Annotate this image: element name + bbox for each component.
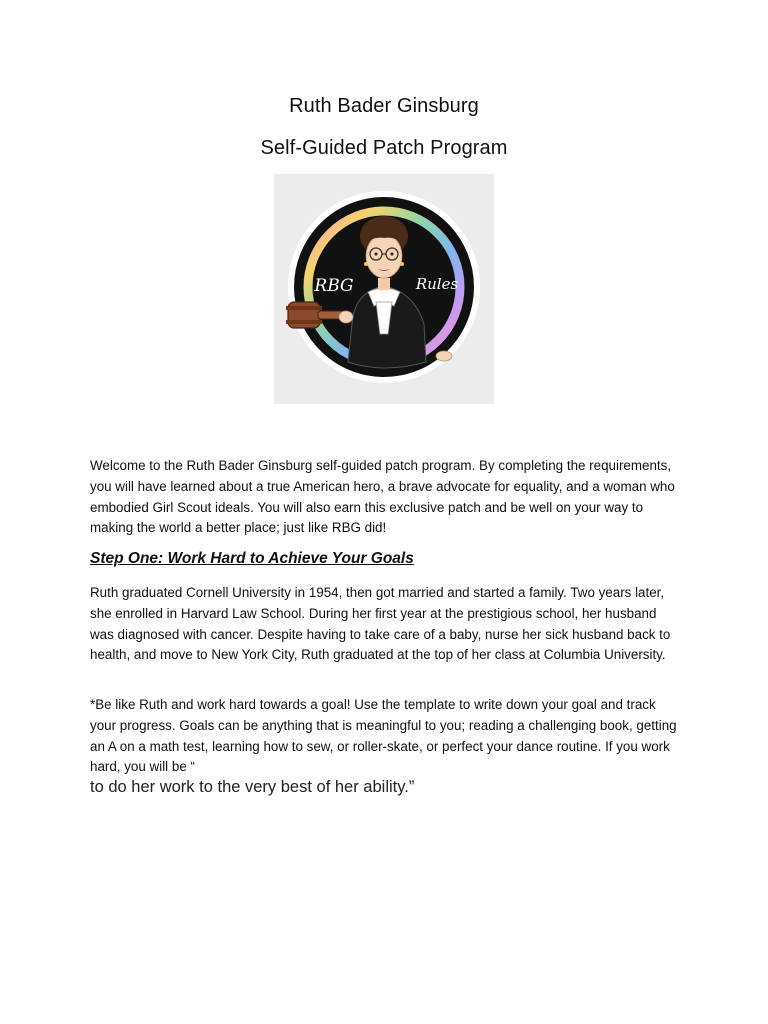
patch-left-text: RBG [314,276,354,296]
step-one-paragraph: Ruth graduated Cornell University in 1954, then got married and started a family. Two years later, she enrolled in Harvard Law School. During her first year at the prestigious school, her husband was diagnosed with cancer. Despite having to take care of a baby, nurse her sick husband back to health, and move to New York City, Ruth graduated at the top of her class at Columbia University. [90,585,671,663]
document-title: Ruth Bader Ginsburg [289,95,479,117]
step-one-activity: *Be like Ruth and work hard towards a goal! Use the template to write down your goal and track your progress. Goals can be anything that is meaningful to you; reading a challenging book, getting an A on a math test, learning how to sew, or roller-skate, or perfect your dance routine. If you work hard, you will be “ [90,697,677,775]
step-one-heading: Step One: Work Hard to Achieve Your Goals [90,550,414,567]
patch-right-text: Rules [415,275,459,293]
rbg-patch-illustration [274,174,494,404]
intro-paragraph: Welcome to the Ruth Bader Ginsburg self-guided patch program. By completing the requirements, you will have learned about a true American hero, a brave advocate for equality, and a woman who embodied Girl Scout ideals. You will also earn this exclusive patch and be well on your way to making the world a better place; just like RBG did! [90,458,675,536]
quote-continuation: to do her work to the very best of her ability.” [90,778,415,796]
document-subtitle: Self-Guided Patch Program [260,137,508,159]
rbg-patch-image [274,174,494,404]
